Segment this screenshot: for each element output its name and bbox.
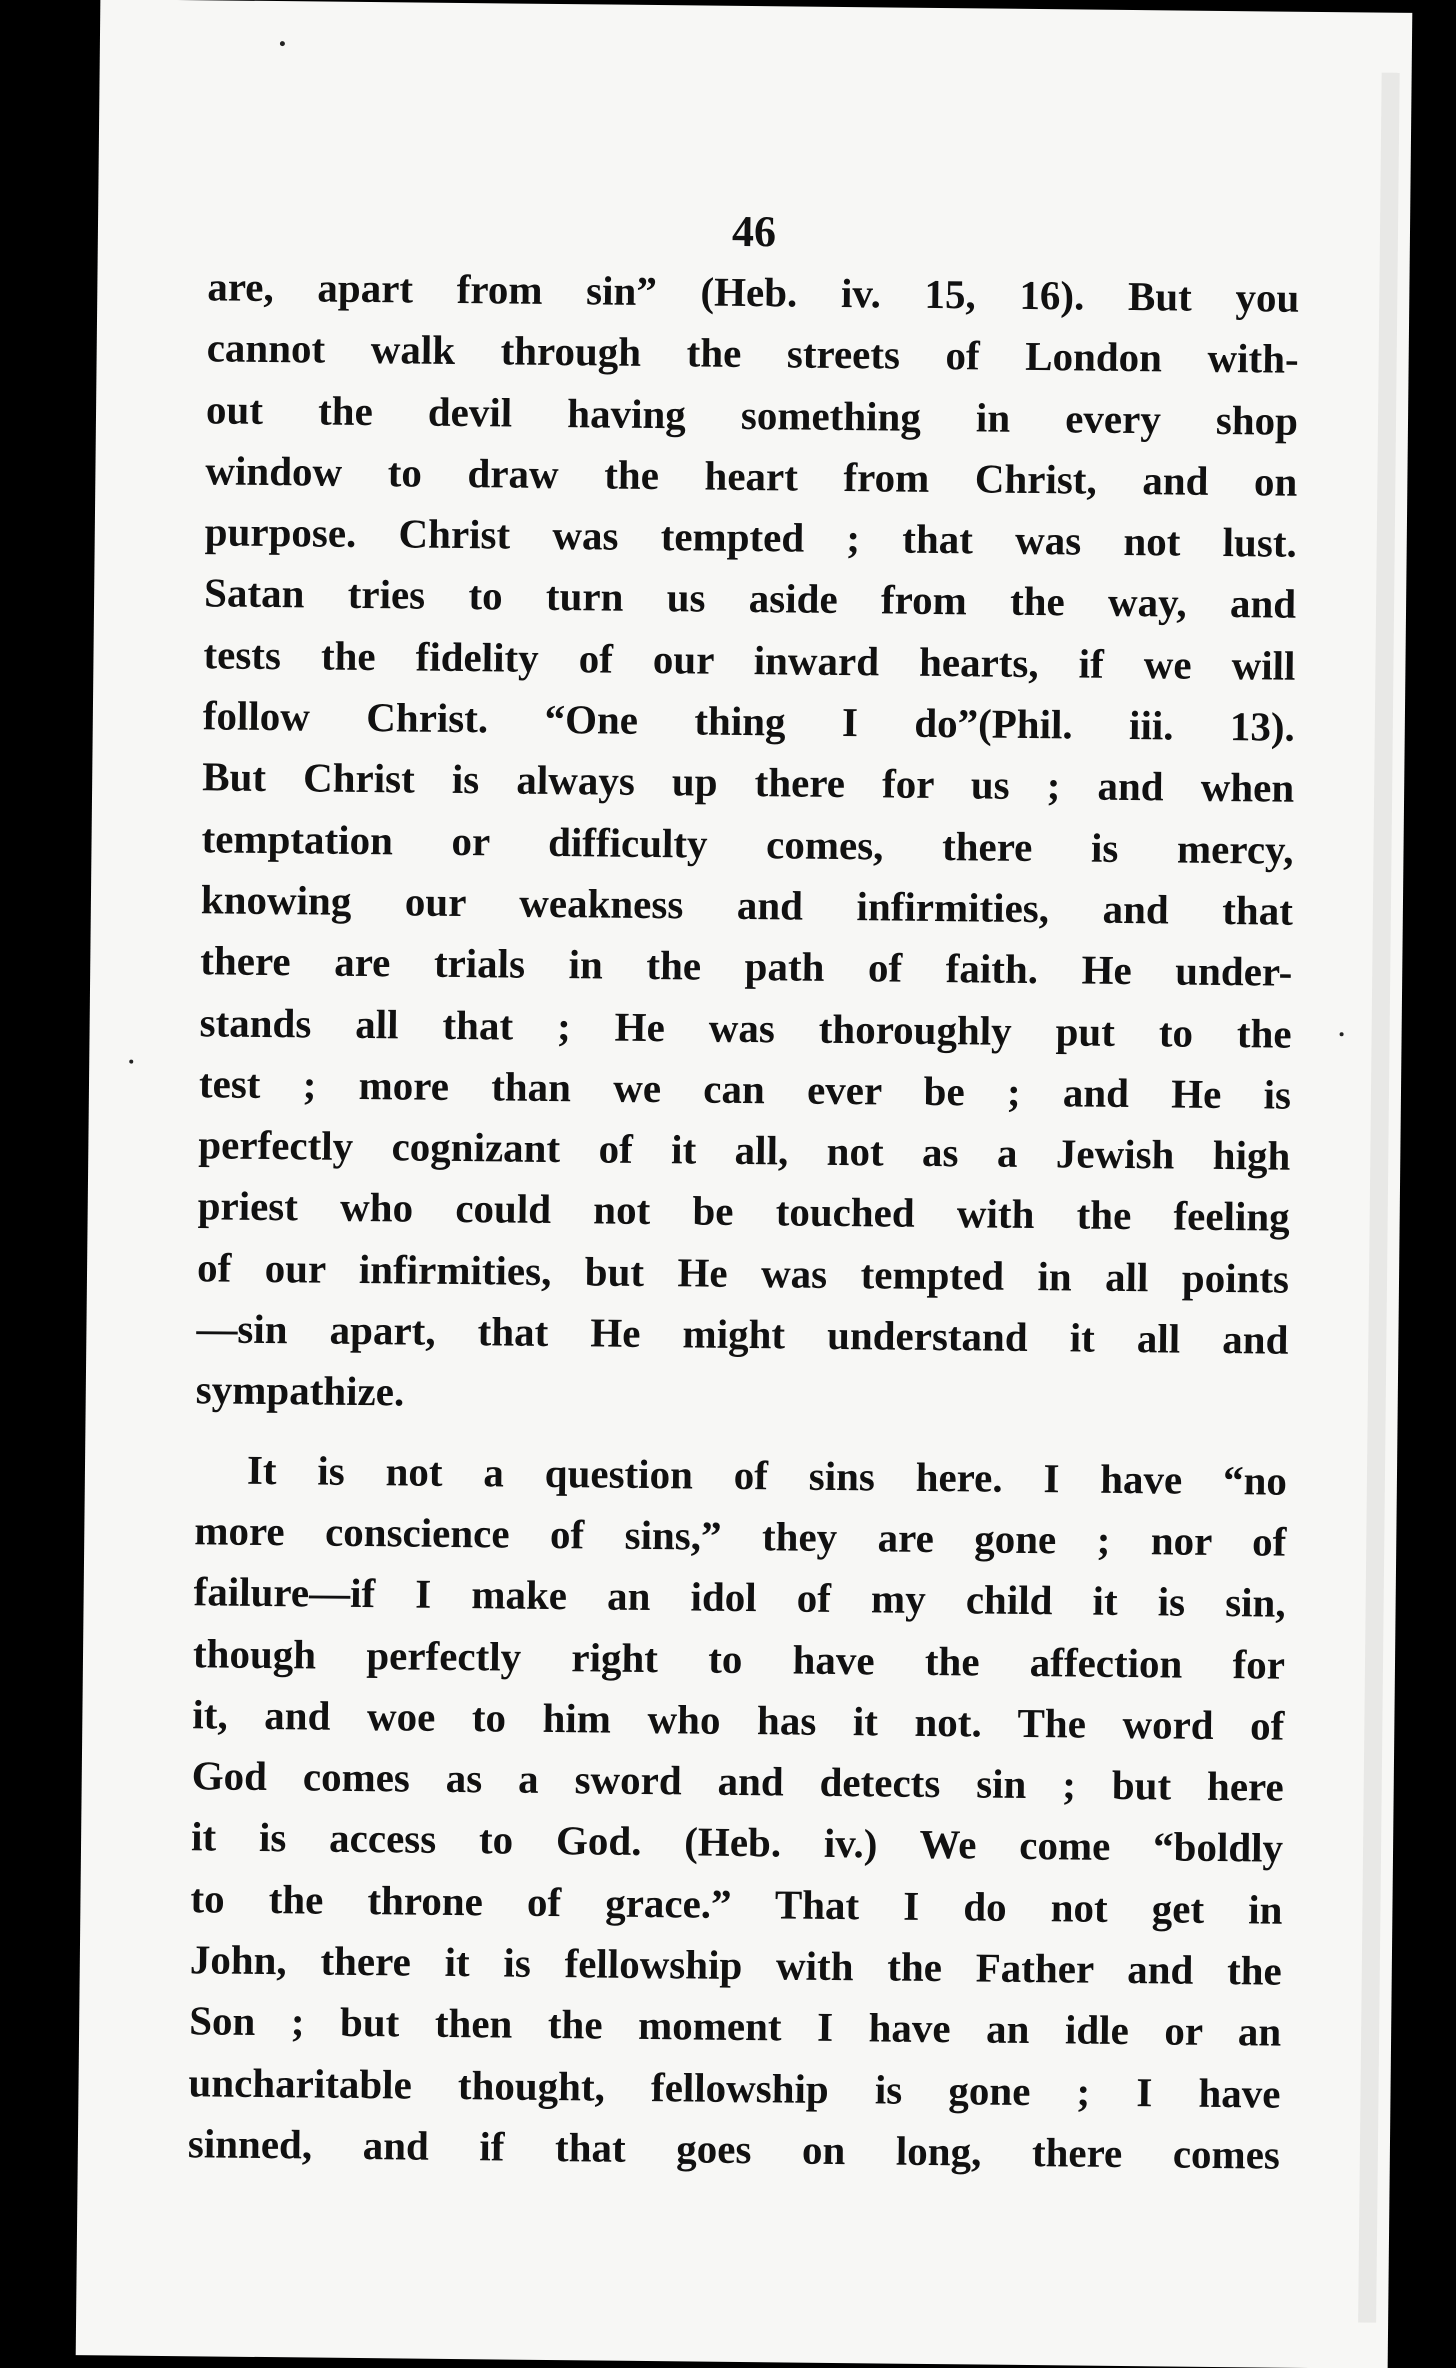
text-line: purpose. Christ was tempted ; that was not lust.	[204, 508, 1297, 566]
text-line: there are trials in the path of faith. He under-	[200, 937, 1293, 995]
text-line: it is access to God. (Heb. iv.) We come “boldly	[190, 1813, 1284, 1872]
text-line: John, there it is fellowship with the Father and the	[189, 1936, 1283, 1994]
text-line: test ; more than we can ever be ; and He is	[198, 1060, 1292, 1118]
text-line: cannot walk through the streets of London with-	[206, 324, 1299, 383]
text-line: follow Christ. “One thing I do”(Phil. iii. 13).	[202, 692, 1296, 750]
text-line: to the throne of grace.” That I do not get in	[190, 1874, 1283, 1933]
text-line: out the devil having something in every shop	[205, 385, 1299, 444]
paragraph-2	[188, 1439, 1288, 2186]
text-line: more conscience of sins,” they are gone ; nor of	[194, 1507, 1287, 1565]
text-line: stands all that ; He was thoroughly put to the	[199, 998, 1292, 1057]
scan-speck	[1340, 1032, 1344, 1036]
text-line: God comes as a sword and detects sin ; but here	[191, 1752, 1284, 1810]
text-line: Satan tries to turn us aside from the way, and	[203, 569, 1297, 628]
text-line: perfectly cognizant of it all, not as a Jewish high	[198, 1121, 1291, 1179]
page-number: 46	[731, 206, 777, 257]
text-line: It is not a question of sins here. I have “no	[246, 1446, 1288, 1504]
scan-speck	[280, 41, 285, 46]
text-line: window to draw the heart from Christ, and on	[205, 447, 1298, 505]
body-text	[188, 256, 1300, 2186]
scan-speck	[129, 1060, 133, 1064]
text-line: sinned, and if that goes on long, there comes	[187, 2120, 1281, 2178]
text-line: though perfectly right to have the affection for	[192, 1629, 1286, 1688]
text-line: sympathize.	[195, 1366, 405, 1415]
text-line: of our infirmities, but He was tempted in all points	[196, 1244, 1290, 1302]
text-line: But Christ is always up there for us ; and when	[201, 753, 1295, 812]
text-line: —sin apart, that He might understand it all and	[196, 1305, 1289, 1363]
text-line: failure—if I make an idol of my child it is sin,	[193, 1568, 1286, 1626]
page-edge	[1358, 73, 1400, 2323]
text-line: Son ; but then the moment I have an idle or an	[188, 1997, 1282, 2055]
book-page	[76, 0, 1413, 2368]
text-line: uncharitable thought, fellowship is gone ; I have	[188, 2058, 1281, 2117]
text-line: tests the fidelity of our inward hearts, if we will	[203, 631, 1296, 689]
text-line: it, and woe to him who has it not. The word of	[192, 1691, 1285, 1749]
text-line: are, apart from sin” (Heb. iv. 15, 16). But you	[207, 263, 1300, 321]
text-line: temptation or difficulty comes, there is mercy,	[201, 814, 1294, 873]
paragraph-1	[195, 256, 1299, 1432]
text-line: knowing our weakness and infirmities, and that	[200, 876, 1294, 934]
text-line: priest who could not be touched with the feeling	[197, 1182, 1290, 1241]
